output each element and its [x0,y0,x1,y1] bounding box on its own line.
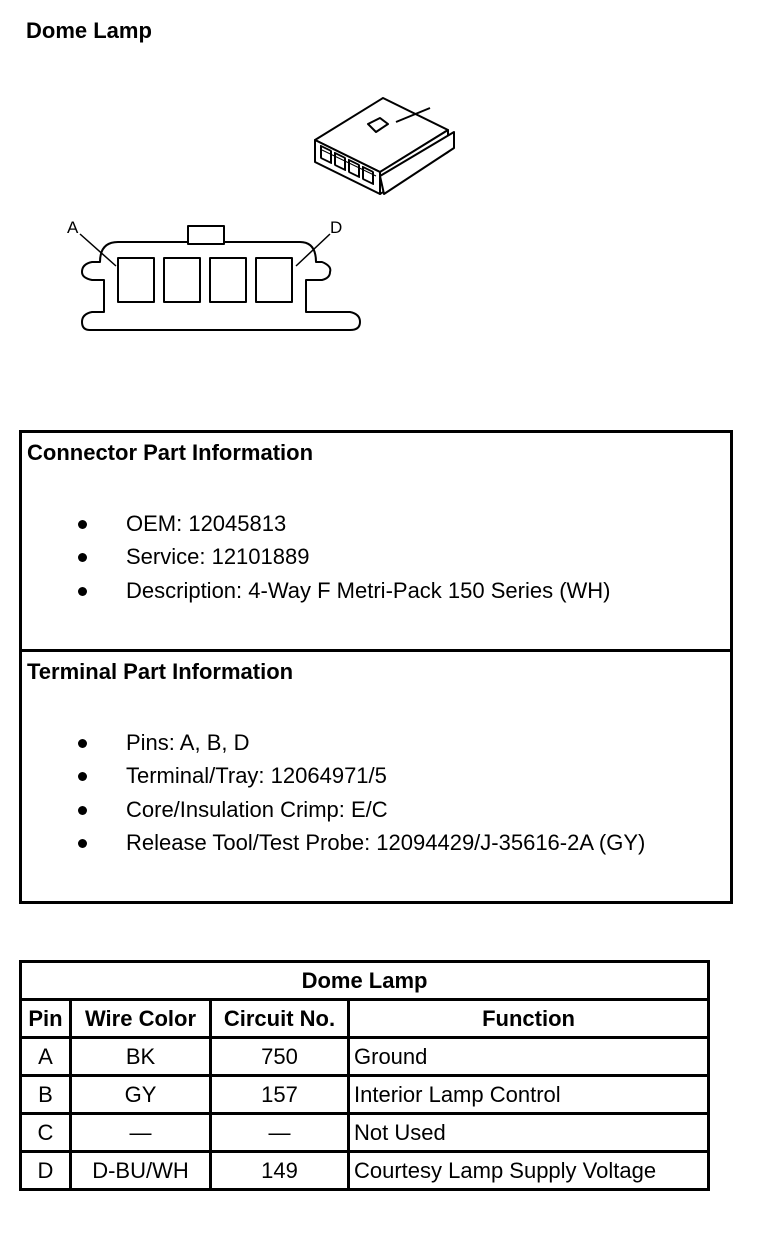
pin-label-d: D [330,218,343,237]
cell-pin: C [21,1114,71,1152]
bullet-icon [78,739,87,748]
cell-wire-color: D-BU/WH [71,1152,211,1190]
connector-illustration [0,0,768,420]
column-header-wire-color: Wire Color [71,1000,211,1038]
table-row [21,1114,709,1152]
cell-circuit-no: 750 [211,1038,349,1076]
cell-function: Ground [349,1038,709,1076]
column-header-circuit-no: Circuit No. [211,1000,349,1038]
connector-face-icon [82,226,360,330]
connector-3d-icon [315,98,454,194]
bullet-icon [78,806,87,815]
terminal-info-title: Terminal Part Information [27,659,294,684]
connector-info-title: Connector Part Information [27,440,314,465]
column-header-pin: Pin [21,1000,71,1038]
bullet-icon [78,587,87,596]
cell-wire-color: GY [71,1076,211,1114]
cell-function: Not Used [349,1114,709,1152]
cell-pin: B [21,1076,71,1114]
bullet-icon [78,772,87,781]
cell-function: Courtesy Lamp Supply Voltage [349,1152,709,1190]
cell-pin: D [21,1152,71,1190]
bullet-icon [78,520,87,529]
table-row [21,1038,709,1076]
pin-table-title: Dome Lamp [21,962,709,1000]
cell-circuit-no: 149 [211,1152,349,1190]
bullet-icon [78,839,87,848]
table-row [21,1152,709,1190]
cell-wire-color: — [71,1114,211,1152]
pin-table [19,960,710,1191]
cell-circuit-no: — [211,1114,349,1152]
bullet-icon [78,553,87,562]
page-title: Dome Lamp [26,18,152,43]
table-header-row [21,1000,709,1038]
part-info-box [19,430,733,904]
cell-function: Interior Lamp Control [349,1076,709,1114]
connector-info-section: Connector Part Information OEM: 12045813 Service: 12101889 Description: 4-Way F Metri-Pack 150 Series (WH) [22,433,730,652]
table-row [21,1076,709,1114]
cell-wire-color: BK [71,1038,211,1076]
pin-label-a: A [67,218,79,237]
column-header-function: Function [349,1000,709,1038]
cell-pin: A [21,1038,71,1076]
terminal-info-section: Terminal Part Information Pins: A, B, D Terminal/Tray: 12064971/5 Core/Insulation Crimp: E/C Release Tool/Test Probe: 12094429/J-35616-2A (GY) [27,659,646,855]
cell-circuit-no: 157 [211,1076,349,1114]
